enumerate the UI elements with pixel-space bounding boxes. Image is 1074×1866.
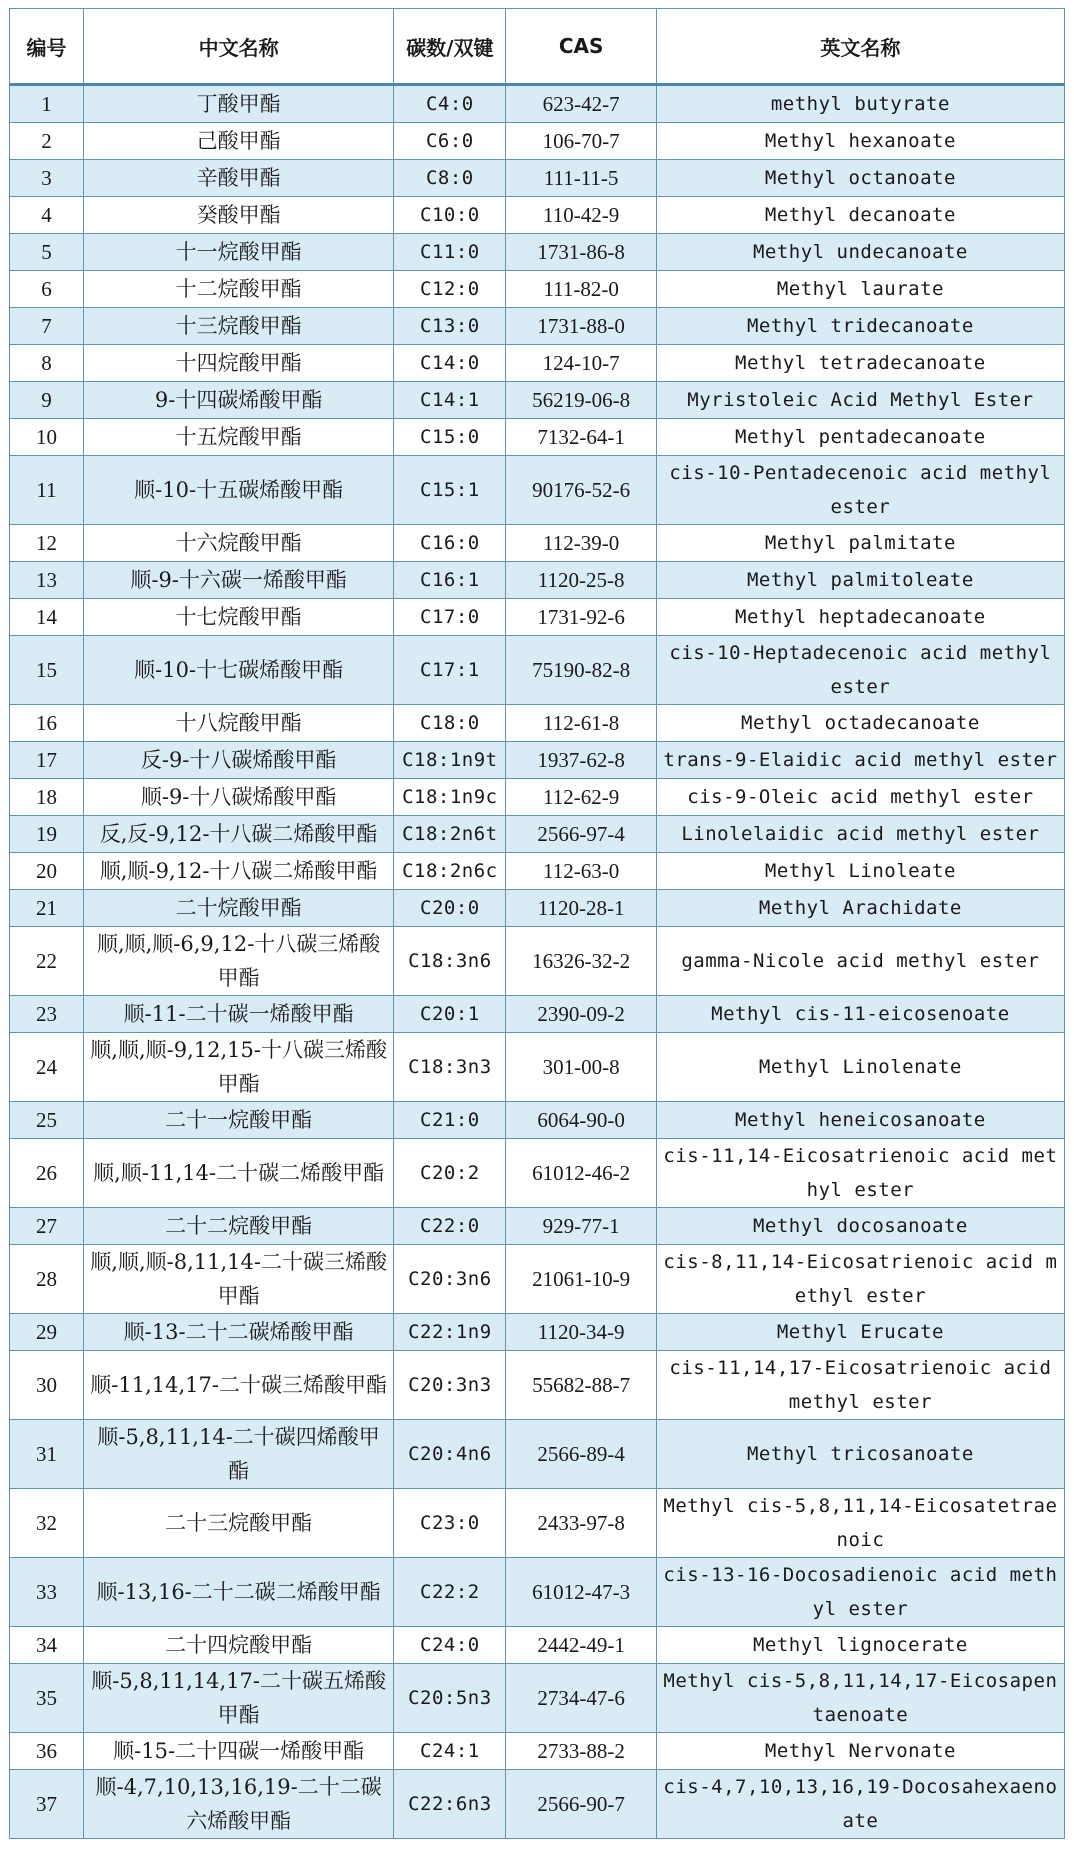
table-row (10, 456, 1065, 525)
cell-carbon-double-bond: C18:2n6c (394, 853, 506, 890)
cell-chinese-name: 顺-11,14,17-二十碳三烯酸甲酯 (83, 1351, 393, 1420)
cell-cas: 90176-52-6 (506, 456, 656, 525)
table-row (10, 996, 1065, 1033)
cell-number: 4 (10, 197, 84, 234)
table-row (10, 927, 1065, 996)
cell-cas: 124-10-7 (506, 345, 656, 382)
cell-chinese-name: 十七烷酸甲酯 (83, 599, 393, 636)
cell-carbon-double-bond: C20:3n3 (394, 1351, 506, 1420)
cell-english-name: Methyl palmitoleate (656, 562, 1064, 599)
cell-carbon-double-bond: C18:1n9c (394, 779, 506, 816)
cell-cas: 2433-97-8 (506, 1489, 656, 1558)
cell-number: 13 (10, 562, 84, 599)
cell-number: 26 (10, 1139, 84, 1208)
table-row (10, 160, 1065, 197)
cell-number: 10 (10, 419, 84, 456)
table-row (10, 1139, 1065, 1208)
cell-english-name: Myristoleic Acid Methyl Ester (656, 382, 1064, 419)
cell-chinese-name: 十三烷酸甲酯 (83, 308, 393, 345)
cell-cas: 112-63-0 (506, 853, 656, 890)
cell-english-name: cis-10-Pentadecenoic acid methyl ester (656, 456, 1064, 525)
table-row (10, 1102, 1065, 1139)
cell-number: 8 (10, 345, 84, 382)
cell-number: 29 (10, 1314, 84, 1351)
cell-carbon-double-bond: C6:0 (394, 123, 506, 160)
cell-cas: 1120-25-8 (506, 562, 656, 599)
cell-carbon-double-bond: C10:0 (394, 197, 506, 234)
table-row (10, 1351, 1065, 1420)
cell-english-name: Methyl cis-11-eicosenoate (656, 996, 1064, 1033)
cell-cas: 16326-32-2 (506, 927, 656, 996)
cell-cas: 2566-89-4 (506, 1420, 656, 1489)
cell-number: 18 (10, 779, 84, 816)
cell-chinese-name: 二十二烷酸甲酯 (83, 1208, 393, 1245)
cell-number: 30 (10, 1351, 84, 1420)
cell-cas: 61012-47-3 (506, 1558, 656, 1627)
cell-english-name: Methyl docosanoate (656, 1208, 1064, 1245)
cell-number: 33 (10, 1558, 84, 1627)
cell-chinese-name: 十二烷酸甲酯 (83, 271, 393, 308)
cell-number: 9 (10, 382, 84, 419)
table-row (10, 636, 1065, 705)
table-row (10, 1245, 1065, 1314)
cell-english-name: Methyl cis-5,8,11,14,17-Eicosapentaenoate (656, 1664, 1064, 1733)
cell-carbon-double-bond: C20:2 (394, 1139, 506, 1208)
table-row (10, 1208, 1065, 1245)
cell-chinese-name: 反,反-9,12-十八碳二烯酸甲酯 (83, 816, 393, 853)
cell-chinese-name: 二十四烷酸甲酯 (83, 1627, 393, 1664)
cell-number: 31 (10, 1420, 84, 1489)
cell-cas: 56219-06-8 (506, 382, 656, 419)
cell-english-name: Methyl hexanoate (656, 123, 1064, 160)
cell-carbon-double-bond: C16:1 (394, 562, 506, 599)
cell-chinese-name: 二十烷酸甲酯 (83, 890, 393, 927)
table-row (10, 85, 1065, 123)
table-row (10, 1733, 1065, 1770)
cell-english-name: Methyl octadecanoate (656, 705, 1064, 742)
cell-english-name: cis-9-Oleic acid methyl ester (656, 779, 1064, 816)
cell-cas: 112-61-8 (506, 705, 656, 742)
cell-number: 17 (10, 742, 84, 779)
cell-english-name: cis-10-Heptadecenoic acid methyl ester (656, 636, 1064, 705)
cell-cas: 111-82-0 (506, 271, 656, 308)
table-row (10, 1420, 1065, 1489)
cell-cas: 2734-47-6 (506, 1664, 656, 1733)
cell-chinese-name: 顺-11-二十碳一烯酸甲酯 (83, 996, 393, 1033)
cell-cas: 2390-09-2 (506, 996, 656, 1033)
cell-chinese-name: 顺,顺,顺-6,9,12-十八碳三烯酸甲酯 (83, 927, 393, 996)
cell-english-name: Methyl decanoate (656, 197, 1064, 234)
cell-cas: 929-77-1 (506, 1208, 656, 1245)
cell-number: 5 (10, 234, 84, 271)
cell-english-name: gamma-Nicole acid methyl ester (656, 927, 1064, 996)
cell-english-name: Methyl cis-5,8,11,14-Eicosatetraenoic (656, 1489, 1064, 1558)
cell-english-name: Methyl tridecanoate (656, 308, 1064, 345)
cell-english-name: Methyl lignocerate (656, 1627, 1064, 1664)
cell-carbon-double-bond: C22:6n3 (394, 1770, 506, 1839)
cell-number: 22 (10, 927, 84, 996)
cell-carbon-double-bond: C18:3n3 (394, 1033, 506, 1102)
table-row (10, 382, 1065, 419)
cell-carbon-double-bond: C14:0 (394, 345, 506, 382)
cell-carbon-double-bond: C15:0 (394, 419, 506, 456)
table-row (10, 890, 1065, 927)
cell-english-name: Methyl heneicosanoate (656, 1102, 1064, 1139)
cell-chinese-name: 二十三烷酸甲酯 (83, 1489, 393, 1558)
cell-cas: 1731-92-6 (506, 599, 656, 636)
cell-number: 32 (10, 1489, 84, 1558)
cell-cas: 112-39-0 (506, 525, 656, 562)
cell-number: 19 (10, 816, 84, 853)
cell-cas: 106-70-7 (506, 123, 656, 160)
cell-carbon-double-bond: C22:2 (394, 1558, 506, 1627)
cell-chinese-name: 顺,顺-11,14-二十碳二烯酸甲酯 (83, 1139, 393, 1208)
cell-cas: 301-00-8 (506, 1033, 656, 1102)
cell-number: 37 (10, 1770, 84, 1839)
cell-carbon-double-bond: C20:4n6 (394, 1420, 506, 1489)
cell-carbon-double-bond: C20:5n3 (394, 1664, 506, 1733)
header-number: 编号 (10, 9, 84, 85)
cell-number: 20 (10, 853, 84, 890)
cell-carbon-double-bond: C8:0 (394, 160, 506, 197)
table-row (10, 197, 1065, 234)
cell-cas: 1731-88-0 (506, 308, 656, 345)
cell-chinese-name: 顺-13,16-二十二碳二烯酸甲酯 (83, 1558, 393, 1627)
cell-cas: 7132-64-1 (506, 419, 656, 456)
cell-carbon-double-bond: C12:0 (394, 271, 506, 308)
cell-cas: 112-62-9 (506, 779, 656, 816)
cell-cas: 1937-62-8 (506, 742, 656, 779)
cell-chinese-name: 癸酸甲酯 (83, 197, 393, 234)
cell-chinese-name: 反-9-十八碳烯酸甲酯 (83, 742, 393, 779)
table-row (10, 525, 1065, 562)
table-row (10, 123, 1065, 160)
table-row (10, 705, 1065, 742)
cell-english-name: cis-13-16-Docosadienoic acid methyl ester (656, 1558, 1064, 1627)
cell-english-name: trans-9-Elaidic acid methyl ester (656, 742, 1064, 779)
table-row (10, 419, 1065, 456)
cell-chinese-name: 顺-9-十六碳一烯酸甲酯 (83, 562, 393, 599)
header-carbon-double-bond: 碳数/双键 (394, 9, 506, 85)
cell-english-name: Methyl heptadecanoate (656, 599, 1064, 636)
cell-chinese-name: 十六烷酸甲酯 (83, 525, 393, 562)
table-row (10, 562, 1065, 599)
cell-cas: 21061-10-9 (506, 1245, 656, 1314)
cell-cas: 111-11-5 (506, 160, 656, 197)
cell-chinese-name: 顺-13-二十二碳烯酸甲酯 (83, 1314, 393, 1351)
cell-cas: 623-42-7 (506, 85, 656, 123)
cell-carbon-double-bond: C18:0 (394, 705, 506, 742)
cell-number: 6 (10, 271, 84, 308)
cell-carbon-double-bond: C13:0 (394, 308, 506, 345)
cell-english-name: Methyl laurate (656, 271, 1064, 308)
table-row (10, 1770, 1065, 1839)
cell-carbon-double-bond: C24:0 (394, 1627, 506, 1664)
cell-carbon-double-bond: C4:0 (394, 85, 506, 123)
cell-english-name: Methyl octanoate (656, 160, 1064, 197)
cell-cas: 2442-49-1 (506, 1627, 656, 1664)
cell-number: 28 (10, 1245, 84, 1314)
cell-carbon-double-bond: C11:0 (394, 234, 506, 271)
cell-english-name: Methyl Erucate (656, 1314, 1064, 1351)
header-cas: CAS (506, 9, 656, 85)
cell-carbon-double-bond: C20:3n6 (394, 1245, 506, 1314)
table-row (10, 1627, 1065, 1664)
cell-chinese-name: 9-十四碳烯酸甲酯 (83, 382, 393, 419)
table-row (10, 853, 1065, 890)
cell-chinese-name: 顺-15-二十四碳一烯酸甲酯 (83, 1733, 393, 1770)
table-row (10, 345, 1065, 382)
table-row (10, 1664, 1065, 1733)
cell-number: 12 (10, 525, 84, 562)
cell-english-name: Methyl Arachidate (656, 890, 1064, 927)
cell-chinese-name: 顺-9-十八碳烯酸甲酯 (83, 779, 393, 816)
cell-carbon-double-bond: C18:2n6t (394, 816, 506, 853)
cell-cas: 6064-90-0 (506, 1102, 656, 1139)
cell-cas: 1731-86-8 (506, 234, 656, 271)
cell-cas: 2566-97-4 (506, 816, 656, 853)
cell-english-name: Methyl Linolenate (656, 1033, 1064, 1102)
cell-cas: 2733-88-2 (506, 1733, 656, 1770)
cell-english-name: Methyl undecanoate (656, 234, 1064, 271)
cell-cas: 2566-90-7 (506, 1770, 656, 1839)
cell-chinese-name: 十一烷酸甲酯 (83, 234, 393, 271)
cell-carbon-double-bond: C18:1n9t (394, 742, 506, 779)
cell-english-name: Methyl tricosanoate (656, 1420, 1064, 1489)
cell-carbon-double-bond: C17:0 (394, 599, 506, 636)
table-row (10, 779, 1065, 816)
cell-chinese-name: 十四烷酸甲酯 (83, 345, 393, 382)
header-english-name: 英文名称 (656, 9, 1064, 85)
cell-carbon-double-bond: C24:1 (394, 1733, 506, 1770)
cell-cas: 55682-88-7 (506, 1351, 656, 1420)
table-row (10, 1489, 1065, 1558)
cell-chinese-name: 顺-5,8,11,14,17-二十碳五烯酸甲酯 (83, 1664, 393, 1733)
cell-english-name: cis-4,7,10,13,16,19-Docosahexaenoate (656, 1770, 1064, 1839)
header-chinese-name: 中文名称 (83, 9, 393, 85)
cell-carbon-double-bond: C17:1 (394, 636, 506, 705)
cell-chinese-name: 十五烷酸甲酯 (83, 419, 393, 456)
cell-carbon-double-bond: C18:3n6 (394, 927, 506, 996)
cell-chinese-name: 顺-10-十五碳烯酸甲酯 (83, 456, 393, 525)
cell-number: 35 (10, 1664, 84, 1733)
cell-chinese-name: 顺,顺-9,12-十八碳二烯酸甲酯 (83, 853, 393, 890)
cell-number: 21 (10, 890, 84, 927)
cell-number: 16 (10, 705, 84, 742)
cell-carbon-double-bond: C23:0 (394, 1489, 506, 1558)
cell-number: 11 (10, 456, 84, 525)
cell-number: 15 (10, 636, 84, 705)
cell-carbon-double-bond: C20:1 (394, 996, 506, 1033)
cell-chinese-name: 二十一烷酸甲酯 (83, 1102, 393, 1139)
table-row (10, 599, 1065, 636)
cell-number: 27 (10, 1208, 84, 1245)
cell-carbon-double-bond: C22:1n9 (394, 1314, 506, 1351)
cell-chinese-name: 顺,顺,顺-9,12,15-十八碳三烯酸甲酯 (83, 1033, 393, 1102)
cell-number: 3 (10, 160, 84, 197)
cell-chinese-name: 辛酸甲酯 (83, 160, 393, 197)
cell-carbon-double-bond: C14:1 (394, 382, 506, 419)
cell-number: 24 (10, 1033, 84, 1102)
cell-english-name: Methyl Nervonate (656, 1733, 1064, 1770)
cell-chinese-name: 顺-4,7,10,13,16,19-二十二碳六烯酸甲酯 (83, 1770, 393, 1839)
cell-english-name: methyl butyrate (656, 85, 1064, 123)
cell-carbon-double-bond: C22:0 (394, 1208, 506, 1245)
cell-cas: 61012-46-2 (506, 1139, 656, 1208)
cell-number: 1 (10, 85, 84, 123)
cell-chinese-name: 顺-5,8,11,14-二十碳四烯酸甲酯 (83, 1420, 393, 1489)
cell-cas: 1120-28-1 (506, 890, 656, 927)
table-row (10, 271, 1065, 308)
table-row (10, 234, 1065, 271)
table-row (10, 1558, 1065, 1627)
cell-carbon-double-bond: C20:0 (394, 890, 506, 927)
cell-english-name: Linolelaidic acid methyl ester (656, 816, 1064, 853)
cell-carbon-double-bond: C15:1 (394, 456, 506, 525)
cell-chinese-name: 顺-10-十七碳烯酸甲酯 (83, 636, 393, 705)
table-row (10, 742, 1065, 779)
cell-number: 36 (10, 1733, 84, 1770)
cell-english-name: Methyl pentadecanoate (656, 419, 1064, 456)
table-row (10, 1314, 1065, 1351)
cell-english-name: cis-11,14-Eicosatrienoic acid methyl ester (656, 1139, 1064, 1208)
fatty-acid-methyl-ester-table (9, 8, 1065, 1839)
cell-chinese-name: 顺,顺,顺-8,11,14-二十碳三烯酸甲酯 (83, 1245, 393, 1314)
cell-number: 14 (10, 599, 84, 636)
cell-cas: 110-42-9 (506, 197, 656, 234)
cell-number: 7 (10, 308, 84, 345)
cell-english-name: Methyl tetradecanoate (656, 345, 1064, 382)
cell-chinese-name: 十八烷酸甲酯 (83, 705, 393, 742)
table-body (10, 85, 1065, 1839)
cell-carbon-double-bond: C16:0 (394, 525, 506, 562)
cell-cas: 1120-34-9 (506, 1314, 656, 1351)
cell-number: 2 (10, 123, 84, 160)
cell-chinese-name: 丁酸甲酯 (83, 85, 393, 123)
table-header-row (10, 9, 1065, 85)
cell-carbon-double-bond: C21:0 (394, 1102, 506, 1139)
cell-number: 23 (10, 996, 84, 1033)
cell-english-name: cis-8,11,14-Eicosatrienoic acid methyl ester (656, 1245, 1064, 1314)
cell-cas: 75190-82-8 (506, 636, 656, 705)
table-row (10, 1033, 1065, 1102)
cell-number: 25 (10, 1102, 84, 1139)
cell-number: 34 (10, 1627, 84, 1664)
cell-english-name: cis-11,14,17-Eicosatrienoic acid methyl ester (656, 1351, 1064, 1420)
cell-english-name: Methyl Linoleate (656, 853, 1064, 890)
table-row (10, 308, 1065, 345)
cell-english-name: Methyl palmitate (656, 525, 1064, 562)
table-row (10, 816, 1065, 853)
cell-chinese-name: 己酸甲酯 (83, 123, 393, 160)
